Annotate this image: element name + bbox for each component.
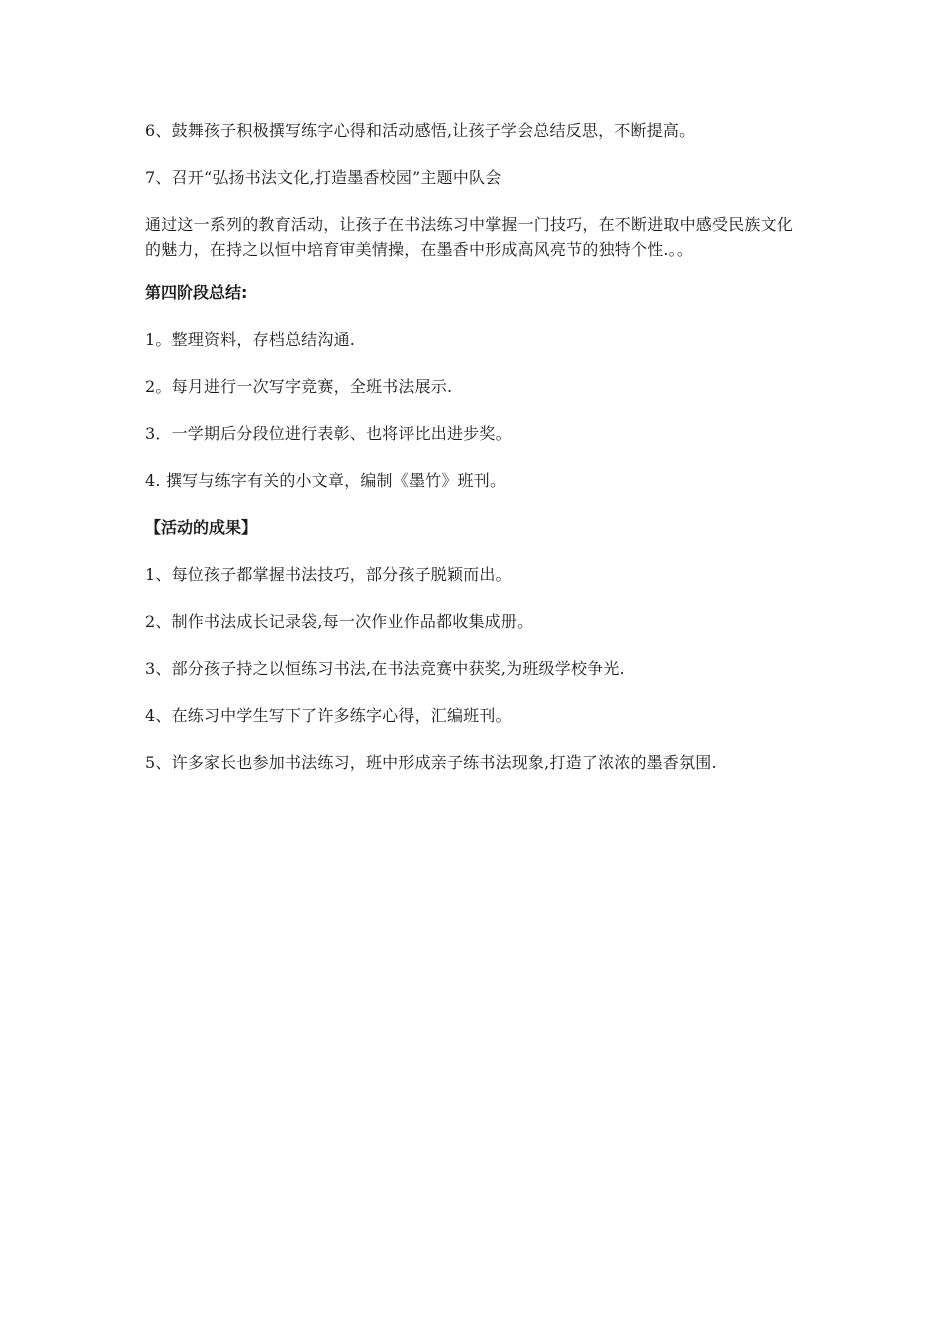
paragraph-item-7: 7、召开“弘扬书法文化,打造墨香校园”主题中队会	[145, 168, 502, 187]
results-item-1: 1、每位孩子都掌握书法技巧，部分孩子脱颖而出。	[145, 565, 512, 584]
paragraph-item-6: 6、鼓舞孩子积极撰写练字心得和活动感悟,让孩子学会总结反思，不断提高。	[145, 121, 696, 140]
document-body	[145, 118, 805, 797]
results-item-5: 5、许多家长也参加书法练习，班中形成亲子练书法现象,打造了浓浓的墨香氛围.	[145, 753, 717, 772]
stage4-item-3: 3．一学期后分段位进行表彰、也将评比出进步奖。	[145, 424, 512, 443]
paragraph-summary: 通过这一系列的教育活动，让孩子在书法练习中掌握一门技巧，在不断进取中感受民族文化的魅力，在持之以恒中培育审美情操，在墨香中形成高风亮节的独特个性.。。	[145, 215, 794, 259]
results-heading: 【活动的成果】	[145, 518, 258, 537]
results-item-3: 3、部分孩子持之以恒练习书法,在书法竞赛中获奖,为班级学校争光.	[145, 659, 625, 678]
stage4-item-2: 2。每月进行一次写字竞赛，全班书法展示.	[145, 377, 453, 396]
stage4-heading: 第四阶段总结:	[145, 283, 248, 302]
results-item-4: 4、在练习中学生写下了许多练字心得，汇编班刊。	[145, 706, 512, 725]
stage4-item-4: 4. 撰写与练字有关的小文章，编制《墨竹》班刊。	[145, 471, 507, 490]
results-item-2: 2、制作书法成长记录袋,每一次作业作品都收集成册。	[145, 612, 534, 631]
stage4-item-1: 1。整理资料，存档总结沟通.	[145, 330, 356, 349]
